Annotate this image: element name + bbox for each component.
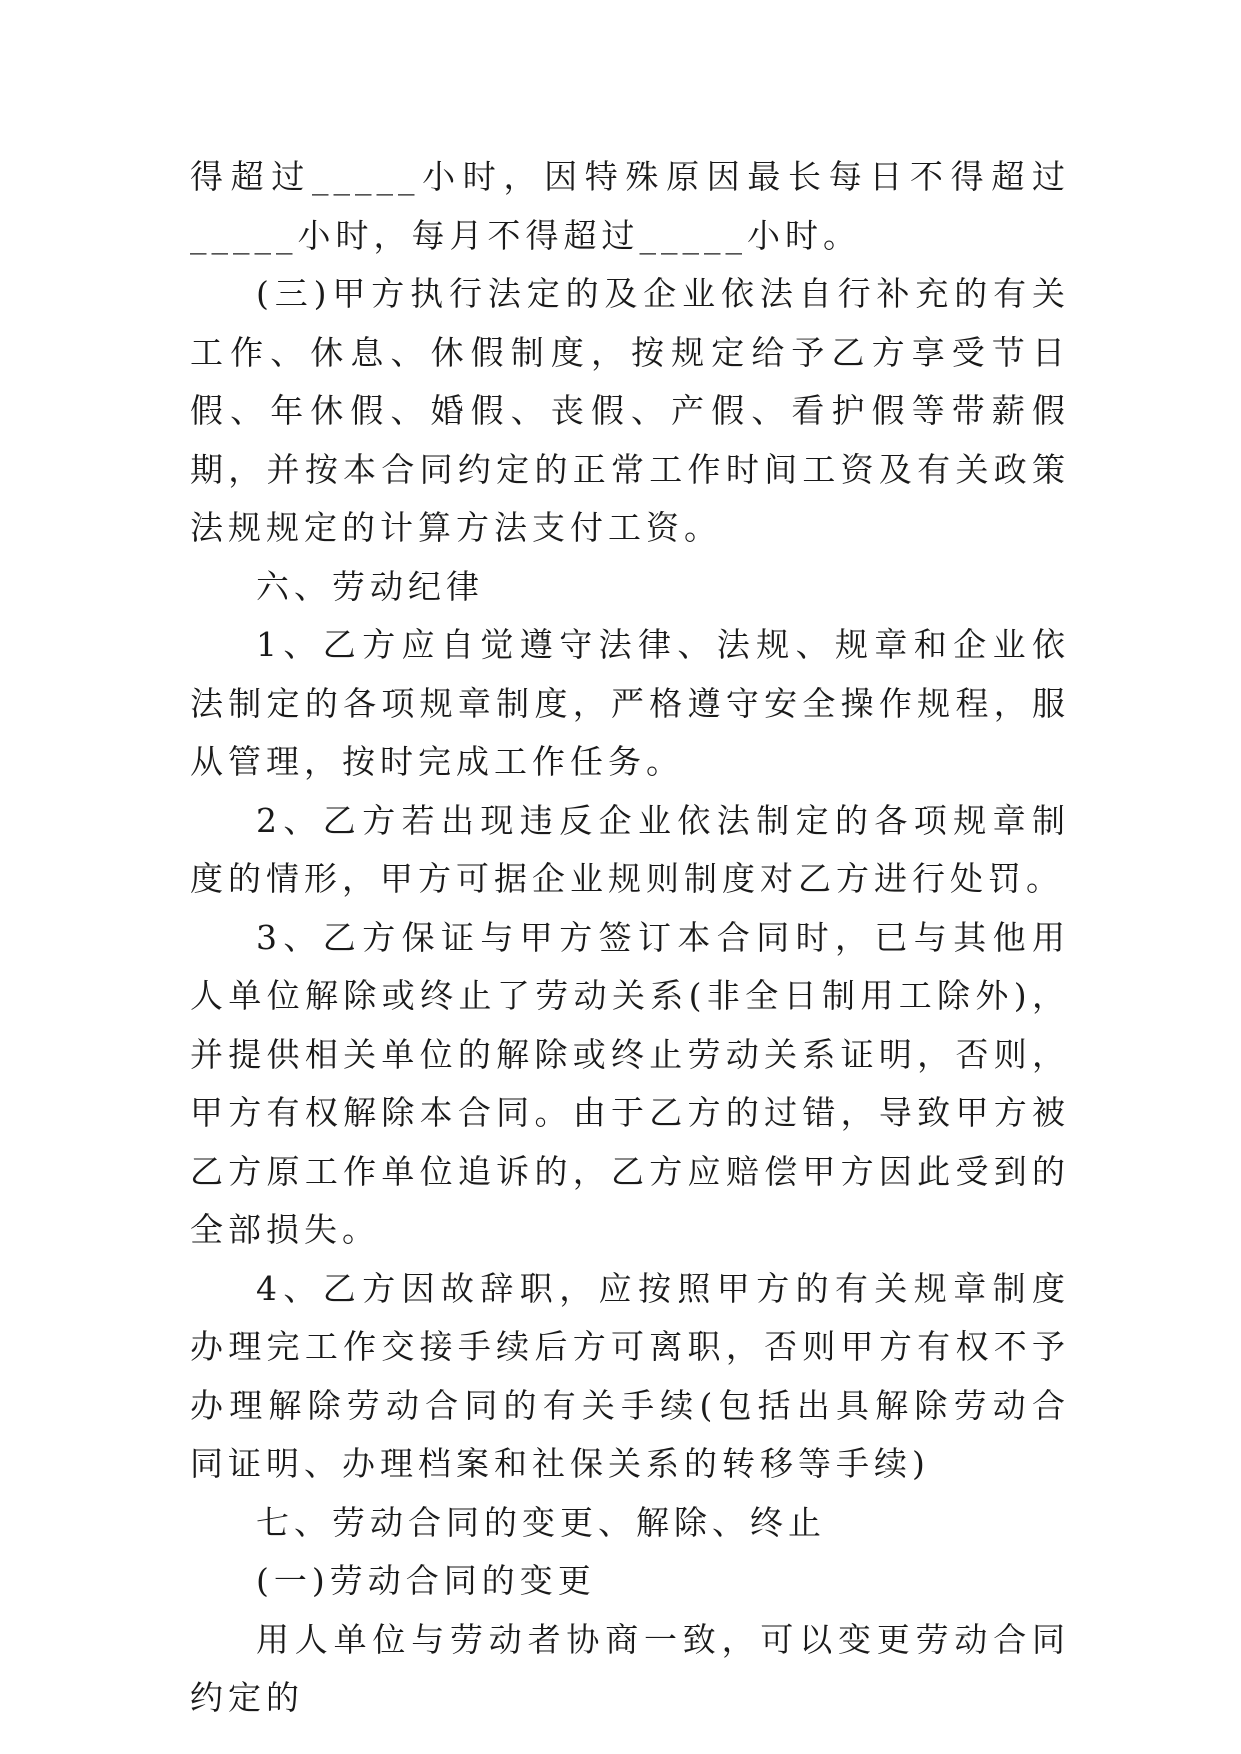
- paragraph-working-hours-limit: 得超过_____小时，因特殊原因最长每日不得超过_____小时，每月不得超过_____小时。: [190, 157, 1070, 255]
- document-page: [190, 148, 1070, 1728]
- section-heading-labor-discipline: 六、劳动纪律: [256, 566, 484, 606]
- paragraph-rest-leave-system: (三)甲方执行法定的及企业依法自行补充的有关工作、休息、休假制度，按规定给予乙方享受节日假、年休假、婚假、丧假、产假、看护假等带薪假期，并按本合同约定的正常工作时间工资及有关政策法规规定的计算方法支付工资。: [190, 274, 1070, 547]
- paragraph-contract-change-body: 用人单位与劳动者协商一致，可以变更劳动合同约定的: [190, 1619, 1070, 1717]
- paragraph-discipline-item-2: 2、乙方若出现违反企业依法制定的各项规章制度的情形，甲方可据企业规则制度对乙方进行处罚。: [190, 800, 1070, 898]
- paragraph-discipline-item-3: 3、乙方保证与甲方签订本合同时，已与其他用人单位解除或终止了劳动关系(非全日制用工除外)，并提供相关单位的解除或终止劳动关系证明，否则，甲方有权解除本合同。由于乙方的过错，导致甲方被乙方原工作单位追诉的，乙方应赔偿甲方因此受到的全部损失。: [190, 917, 1070, 1249]
- subsection-heading-contract-change: (一)劳动合同的变更: [256, 1561, 596, 1600]
- section-heading-contract-change: 七、劳动合同的变更、解除、终止: [256, 1502, 826, 1542]
- paragraph-discipline-item-4: 4、乙方因故辞职，应按照甲方的有关规章制度办理完工作交接手续后方可离职，否则甲方有权不予办理解除劳动合同的有关手续(包括出具解除劳动合同证明、办理档案和社保关系的转移等手续): [190, 1268, 1070, 1483]
- paragraph-discipline-item-1: 1、乙方应自觉遵守法律、法规、规章和企业依法制定的各项规章制度，严格遵守安全操作规程，服从管理，按时完成工作任务。: [190, 625, 1070, 781]
